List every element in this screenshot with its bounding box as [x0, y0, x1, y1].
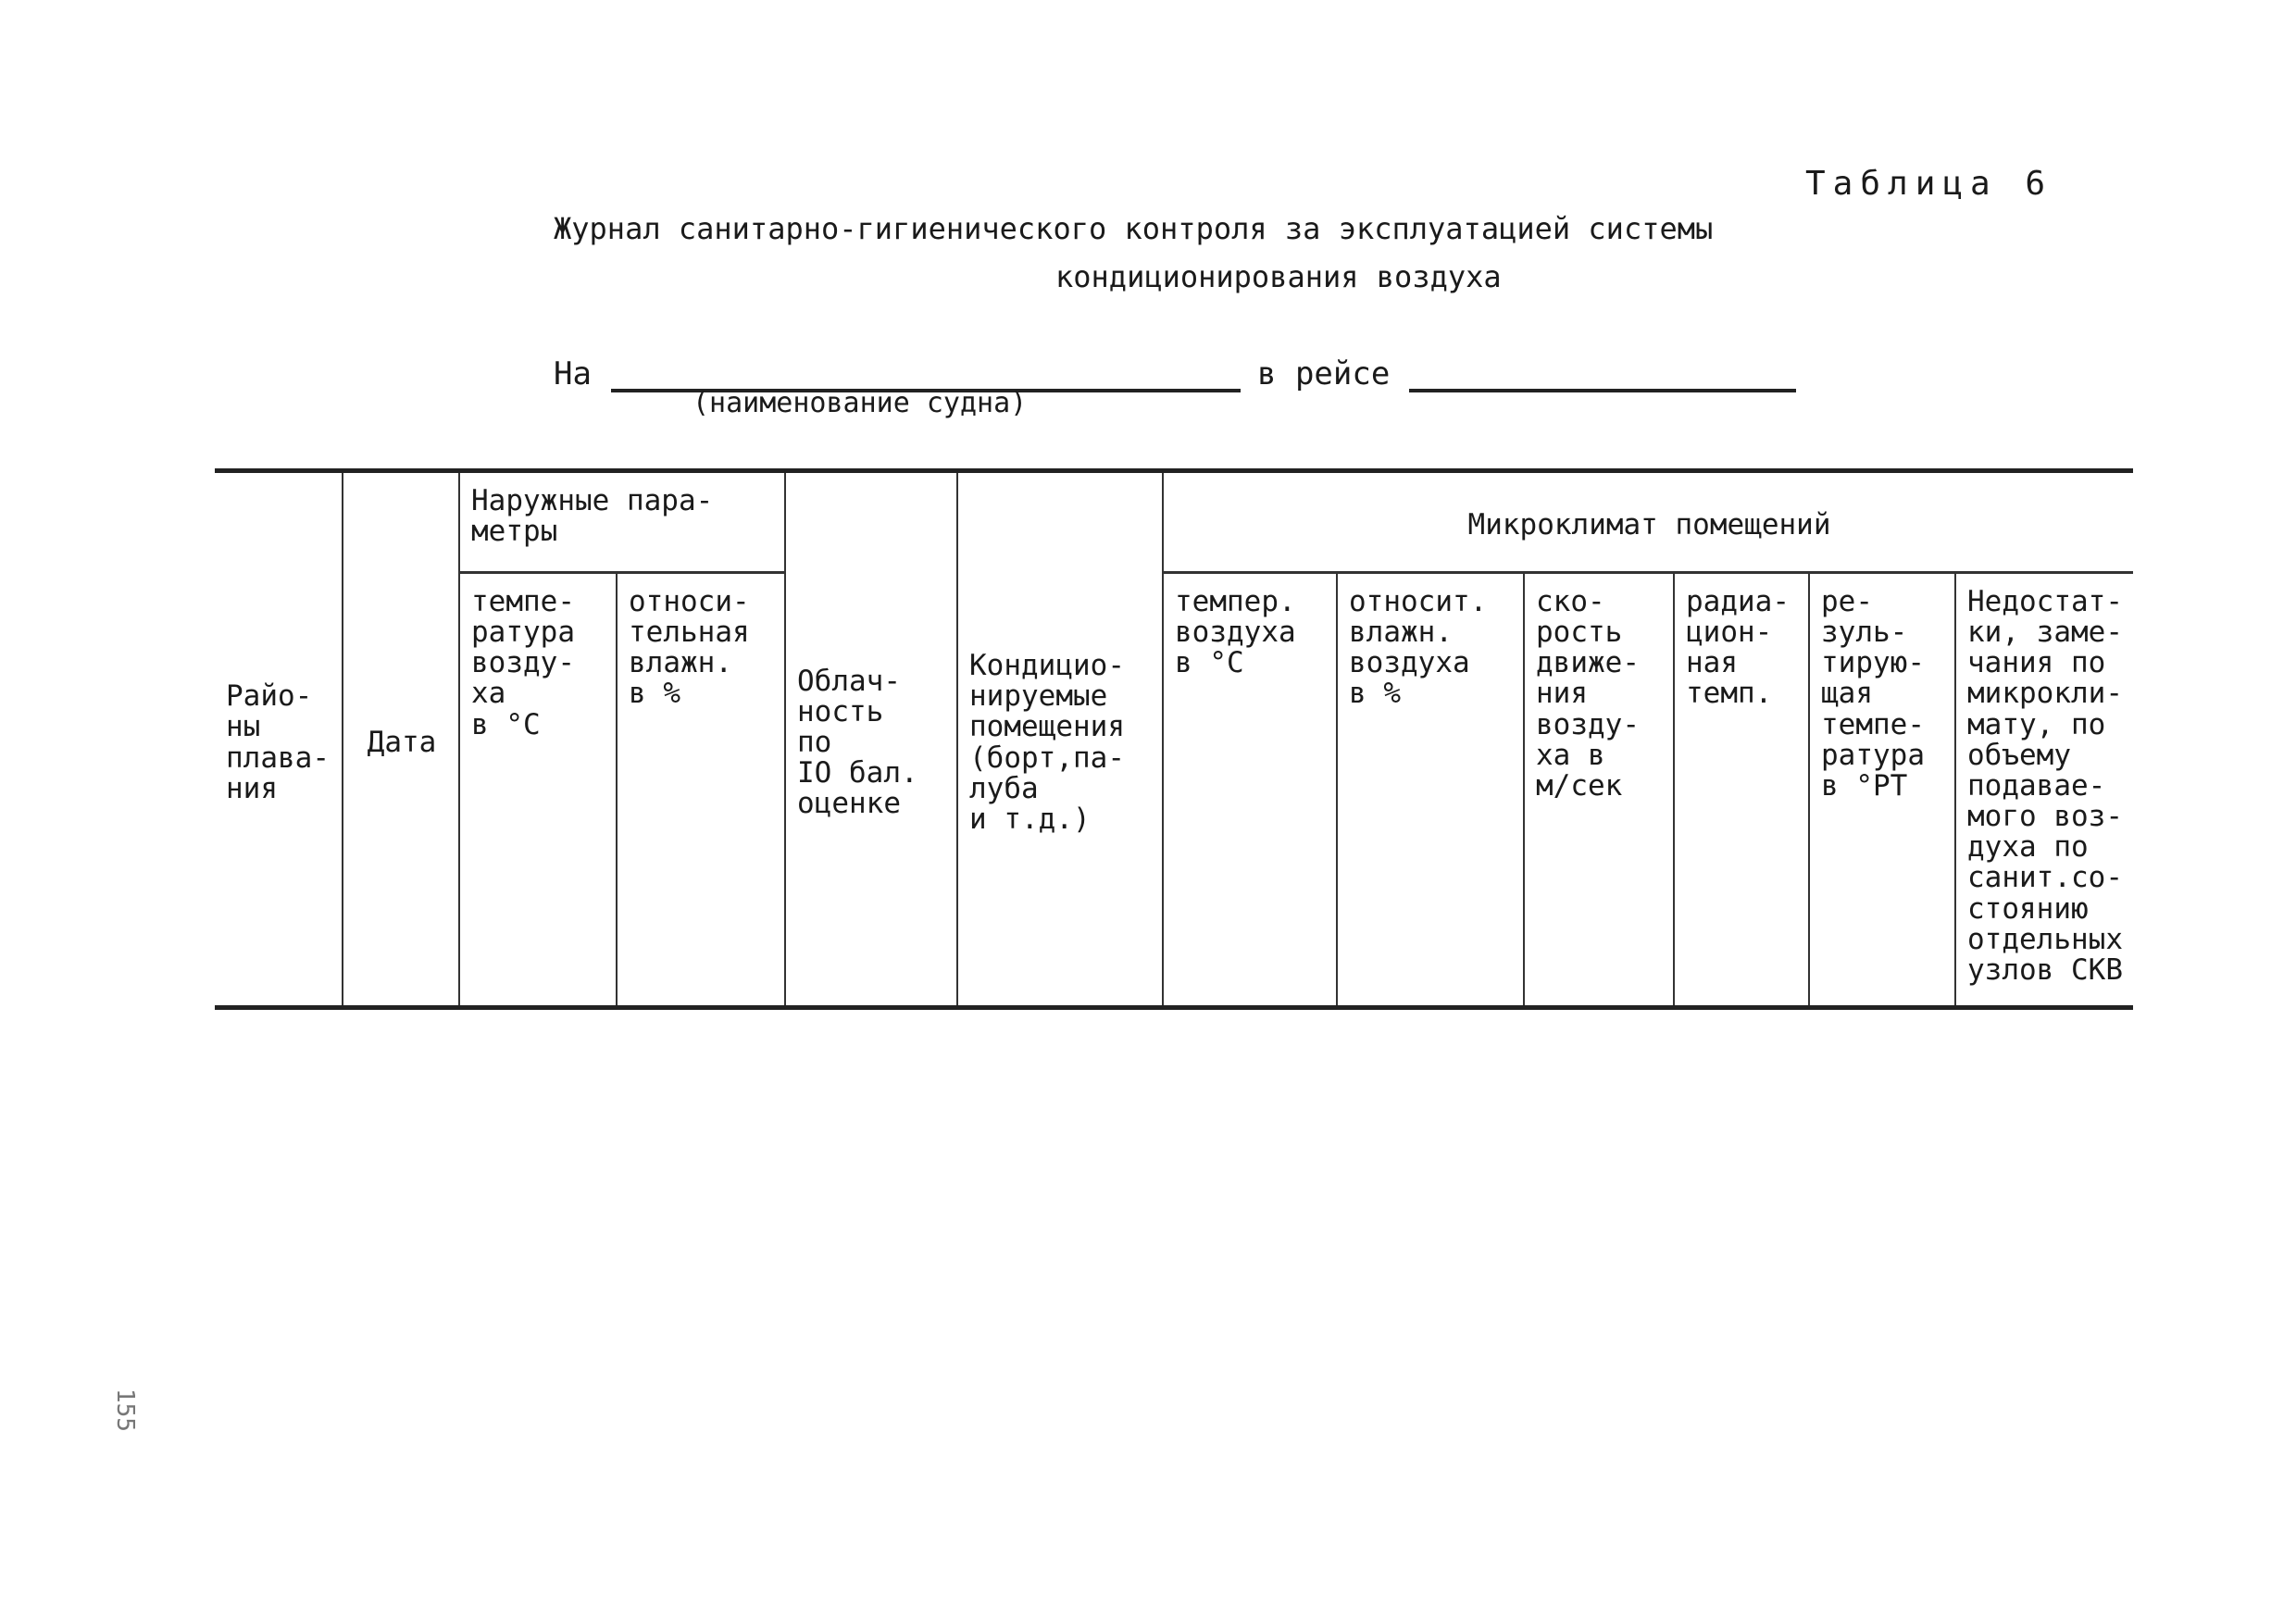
voyage-blank-line[interactable] [1409, 389, 1796, 392]
header-group-outdoor: Наружные пара- метры [459, 471, 785, 573]
header-regions: Райо- ны плава- ния [215, 471, 343, 1008]
header-outdoor-temperature: темпе- ратура возду- ха в °С [459, 573, 617, 1008]
header-air-temperature: темпер. воздуха в °С [1163, 573, 1337, 1008]
header-relative-humidity: относит. влажн. воздуха в % [1337, 573, 1524, 1008]
header-conditioned-rooms: Кондицио- нируемые помещения (борт,па- луба и т.д.) [957, 471, 1163, 1008]
header-resulting-temperature: ре- зуль- тирую- щая темпе- ратура в °РТ [1809, 573, 1955, 1008]
header-air-speed: ско- рость движе- ния возду- ха в м/сек [1524, 573, 1674, 1008]
header-group-microclimate: Микроклимат помещений [1163, 471, 2133, 573]
journal-title-line-1: Журнал санитарно-гигиенического контроля за эксплуатацией системы [554, 211, 1714, 246]
header-radiation-temperature: радиа- цион- ная темп. [1674, 573, 1809, 1008]
ship-name-caption: (наименование судна) [693, 387, 1028, 419]
header-remarks: Недостат- ки, заме- чания по микрокли- мату, по объему подавае- мого воз- духа по санит.со- стоянию отдельных узлов СКВ [1955, 573, 2133, 1008]
header-outdoor-humidity: относи- тельная влажн. в % [617, 573, 785, 1008]
table-number-label: Таблица 6 [1805, 165, 2053, 203]
table-header-row-2 [215, 573, 2133, 1008]
table-header-row-1 [215, 471, 2133, 573]
header-cloudiness: Облач- ность по IO бал. оценке [785, 471, 957, 1008]
journal-table [215, 468, 2133, 1010]
journal-title-line-2: кондиционирования воздуха [1055, 259, 1502, 294]
ship-prefix-label: На [554, 355, 592, 392]
voyage-label: в рейсе [1257, 355, 1391, 392]
header-date: Дата [343, 471, 459, 1008]
page-number: 155 [111, 1388, 139, 1432]
